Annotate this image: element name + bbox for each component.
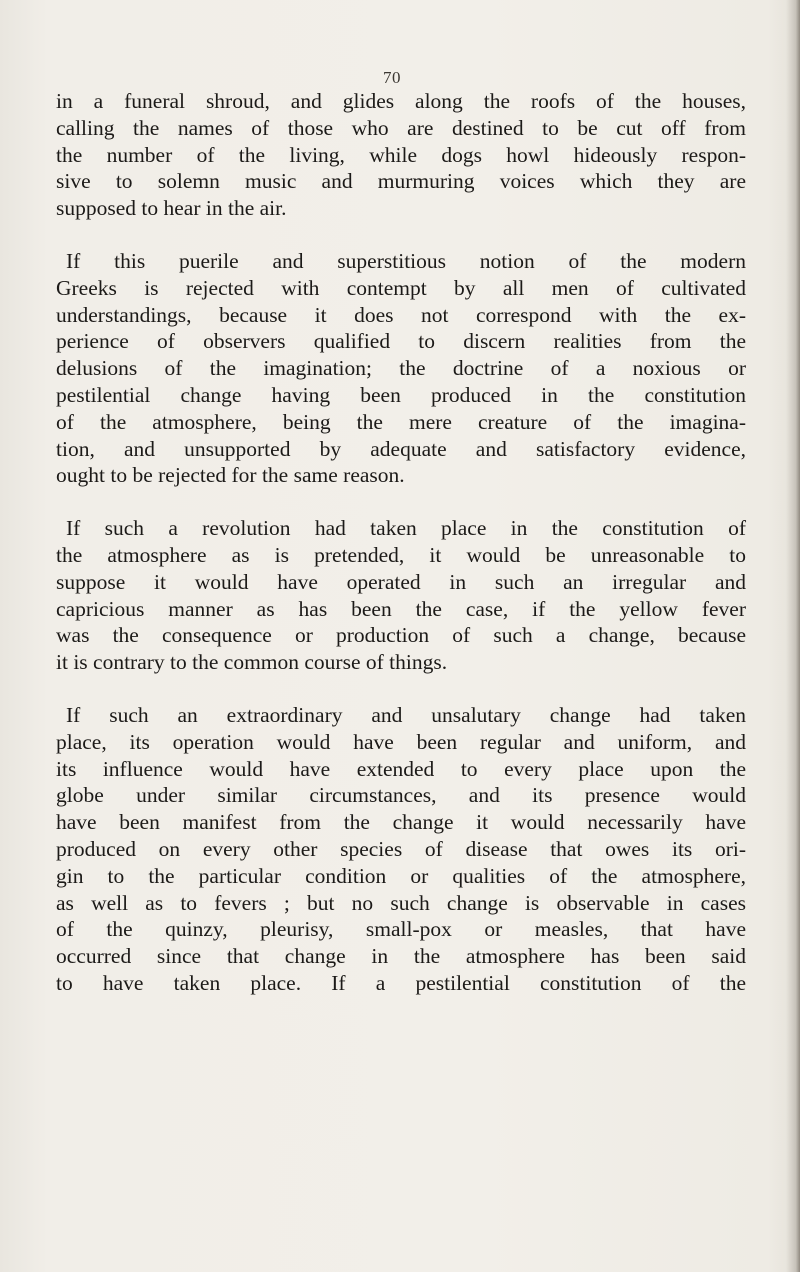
text-line: occurred since that change in the atmosphere has been said [56,944,746,969]
text-line: If such an extraordinary and unsalutary change had taken [66,702,746,727]
text-line: sive to solemn music and murmuring voices which they are [56,169,746,194]
text-line: it is contrary to the common course of things. [56,650,448,675]
text-line: produced on every other species of disease that owes its ori- [56,836,746,861]
text-line: supposed to hear in the air. [56,196,287,221]
text-line: calling the names of those who are destined to be cut off from [56,115,746,140]
text-line: suppose it would have operated in such an irregular and [56,569,746,594]
text-line: have been manifest from the change it would necessarily have [56,810,746,835]
text-line: the number of the living, while dogs howl hideously respon- [56,142,746,167]
text-line: ought to be rejected for the same reason. [56,463,405,488]
paragraph [56,702,746,997]
text-line: was the consequence or production of such a change, because [56,623,746,648]
text-line: as well as to fevers ; but no such change is observable in cases [56,890,746,915]
text-line: gin to the particular condition or qualities of the atmosphere, [56,863,746,888]
paragraph [56,88,746,222]
text-line: Greeks is rejected with contempt by all men of cultivated [56,275,746,300]
text-line: its influence would have extended to every place upon the [56,756,746,781]
text-line: If this puerile and superstitious notion of the modern [66,248,746,273]
body-text [56,88,746,1023]
text-line: perience of observers qualified to discern realities from the [56,329,746,354]
paragraph [56,248,746,489]
page-number: 70 [383,68,401,87]
text-line: place, its operation would have been regular and uniform, and [56,729,746,754]
paragraph [56,515,746,676]
text-line: pestilential change having been produced in the constitution [56,382,746,407]
text-line: of the quinzy, pleurisy, small-pox or measles, that have [56,917,746,942]
text-line: the atmosphere as is pretended, it would be unreasonable to [56,542,746,567]
text-line: to have taken place. If a pestilential constitution of the [56,970,746,995]
text-line: delusions of the imagination; the doctrine of a noxious or [56,356,746,381]
text-line: of the atmosphere, being the mere creature of the imagina- [56,409,746,434]
text-line: tion, and unsupported by adequate and satisfactory evidence, [56,436,746,461]
text-line: capricious manner as has been the case, if the yellow fever [56,596,746,621]
page-edge-shadow [786,0,800,1272]
text-line: If such a revolution had taken place in the constitution of [66,516,746,541]
text-line: in a funeral shroud, and glides along the roofs of the houses, [56,89,746,113]
text-line: globe under similar circumstances, and its presence would [56,783,746,808]
text-line: understandings, because it does not correspond with the ex- [56,302,746,327]
